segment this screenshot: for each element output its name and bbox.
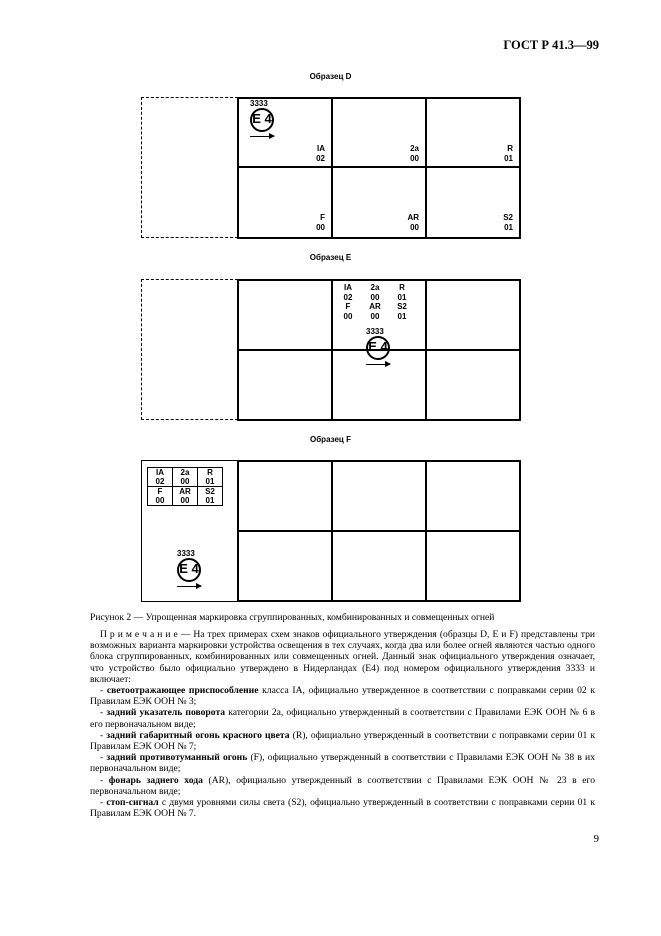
- sample-e-caption: Образец E: [309, 253, 352, 262]
- list-item: - задний габаритный огонь красного цвета (R), официально утвержденный в соответствии с поправками серии 01 к Правилам ЕЭК ООН № 7;: [90, 729, 595, 753]
- note-intro: — На трех примерах схем знаков официального утверждения (образцы D, E и F) представлены три возможных варианта маркировки устройства освещения в тех случаях, когда два или более огней являются частью одного блока сгруппированных, комбинированных или совмещенных огней. Данный знак официального утверждения означает, что устройство было официально утверждено в Нидерландах (E4) под номером официального утверждения 3333 и включает:: [90, 629, 595, 685]
- note-label: П р и м е ч а н и е: [100, 629, 178, 640]
- cell-s2: S2 01: [503, 213, 513, 232]
- figure-caption: Рисунок 2 — Упрощенная маркировка сгруппированных, комбинированных и совмещенных огней: [90, 612, 495, 623]
- list-item: - стоп-сигнал с двумя уровнями силы света (S2), официально утвержденный в соответствии с поправками серии 01 к Правилам ЕЭК ООН № 7.: [90, 797, 596, 820]
- dashed-area: [141, 97, 238, 238]
- cell-2a: 2a 00: [410, 144, 419, 163]
- approval-number: 3333: [177, 549, 195, 558]
- list-item: - задний указатель поворота категории 2a, официально утвержденный в соответствии с Правилами ЕЭК ООН № 6 в его первоначальном виде;: [90, 707, 596, 730]
- arrow-right-icon: [177, 586, 201, 587]
- lamp-outline: [237, 97, 521, 239]
- note-block: [90, 629, 595, 819]
- list-item: - фонарь заднего хода (AR), официально утвержденный в соответствии с Правилами ЕЭК ООН № 23 в его первоначальном виде;: [90, 774, 595, 797]
- list-item: - задний противотуманный огонь (F), официально утвержденный в соответствии с Правилами ЕЭК ООН № 38 в их первоначальном виде;: [90, 752, 595, 775]
- country-code: E 4: [179, 561, 199, 576]
- marking-table: IA 02 2a 00 R 01 F 00 AR 00 S2 01: [147, 467, 223, 506]
- approval-number: 3333: [366, 327, 384, 336]
- divider: [237, 530, 521, 532]
- country-code: E 4: [368, 339, 388, 354]
- marking-grid: IA 2a R 02 00 01 F AR S2 00 00 01: [343, 283, 407, 321]
- divider: [237, 166, 521, 168]
- dashed-area: [141, 279, 238, 420]
- arrow-right-icon: [366, 364, 390, 365]
- cell-r: R 01: [504, 144, 513, 163]
- sample-f-caption: Образец F: [310, 435, 351, 444]
- cell-f: F 00: [316, 213, 325, 232]
- cell-ia: IA 02: [316, 144, 325, 163]
- arrow-right-icon: [250, 136, 274, 137]
- document-id: ГОСТ Р 41.3—99: [503, 38, 599, 52]
- country-code: E 4: [252, 111, 272, 126]
- sample-d-caption: Образец D: [309, 72, 352, 81]
- page-number: 9: [593, 833, 599, 845]
- list-item: - светоотражающее приспособление класса IA, официально утвержденное в соответствии с поправками серии 02 к Правилам ЕЭК ООН № 3;: [90, 685, 596, 708]
- cell-ar: AR 00: [407, 213, 419, 232]
- approval-number: 3333: [250, 99, 268, 108]
